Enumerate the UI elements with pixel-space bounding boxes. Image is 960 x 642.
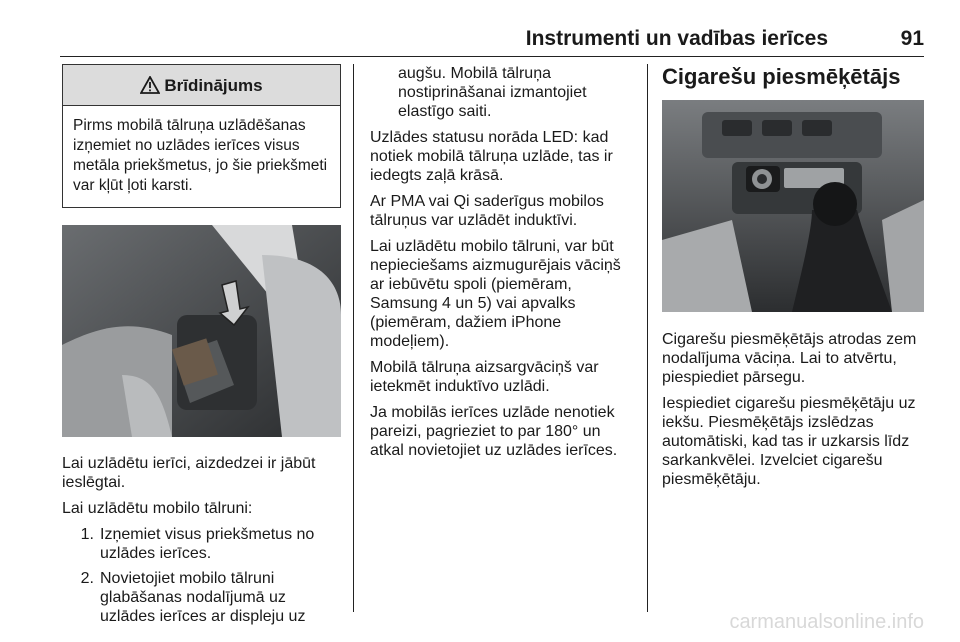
section-title: Cigarešu piesmēķētājs xyxy=(662,64,901,89)
paragraph: Ar PMA vai Qi saderīgus mobilos tālruņus var uzlādēt induktīvi. xyxy=(370,193,604,229)
column-1-text xyxy=(62,454,342,626)
paragraph: Uzlādes statusu norāda LED: kad notiek mobilā tālruņa uzlāde, tas ir iedegts zaļā krāsā. xyxy=(370,129,613,184)
column-divider xyxy=(647,64,648,612)
header-rule xyxy=(60,56,924,57)
warning-box xyxy=(62,64,341,208)
warning-header xyxy=(63,65,340,106)
warning-triangle-icon xyxy=(140,76,160,94)
step-text: Izņemiet visus priekšmetus no uzlādes ierīces. xyxy=(100,526,315,562)
paragraph: Cigarešu piesmēķētājs atrodas zem nodalījuma vāciņa. Lai to atvērtu, piespiediet pārsegu. xyxy=(662,331,917,386)
list-item xyxy=(62,525,342,563)
step-number: 2. xyxy=(80,570,94,587)
step-text: Novietojiet mobilo tālruni glabāšanas nodalījumā uz uzlādes ierīces ar displeju uz xyxy=(100,570,306,625)
running-title: Instrumenti un vadības ierīces xyxy=(525,27,828,50)
step-continuation: augšu. Mobilā tālruņa nostiprināšanai izmantojiet elastīgo saiti. xyxy=(398,65,587,120)
paragraph: Mobilā tālruņa aizsargvāciņš var ietekmēt induktīvo uzlādi. xyxy=(370,359,599,395)
warning-title: Brīdinājums xyxy=(164,75,263,95)
paragraph: Ja mobilās ierīces uzlāde nenotiek pareizi, pagrieziet to par 180° un atkal novietojiet uz uzlādes ierīces. xyxy=(370,404,618,459)
column-3 xyxy=(662,64,924,496)
step-number: 1. xyxy=(80,526,94,543)
column-3-text xyxy=(662,330,924,489)
watermark: carmanualsonline.info xyxy=(729,611,924,633)
column-2 xyxy=(370,64,638,467)
warning-text: Pirms mobilā tālruņa uzlādēšanas izņemiet no uzlādes ierīces visus metāla priekšmetus, jo šie priekšmeti var kļūt ļoti karsti. xyxy=(73,117,328,194)
paragraph: Lai uzlādētu ierīci, aizdedzei ir jābūt ieslēgtai. xyxy=(62,455,316,491)
wireless-charger-photo xyxy=(62,225,341,437)
cigarette-lighter-photo xyxy=(662,100,924,312)
paragraph: Lai uzlādētu mobilo tālruni: xyxy=(62,500,253,517)
paragraph: Iespiediet cigarešu piesmēķētāju uz iekšu. Piesmēķētājs izslēdzas automātiski, kad tas ir uzkarsis līdz sarkankvēlei. Izvelciet cigarešu piesmēķētāju. xyxy=(662,395,916,488)
list-item xyxy=(62,569,342,626)
paragraph: Lai uzlādētu mobilo tālruni, var būt nepieciešams aizmugurējais vāciņš ar iebūvētu spoli (piemēram, Samsung 4 un 5) vai apvalks (piemēram, dažiem iPhone modeļiem). xyxy=(370,238,621,350)
steps-list xyxy=(62,525,342,626)
column-1 xyxy=(62,64,342,632)
column-divider xyxy=(353,64,354,612)
page-number: 91 xyxy=(900,27,924,50)
